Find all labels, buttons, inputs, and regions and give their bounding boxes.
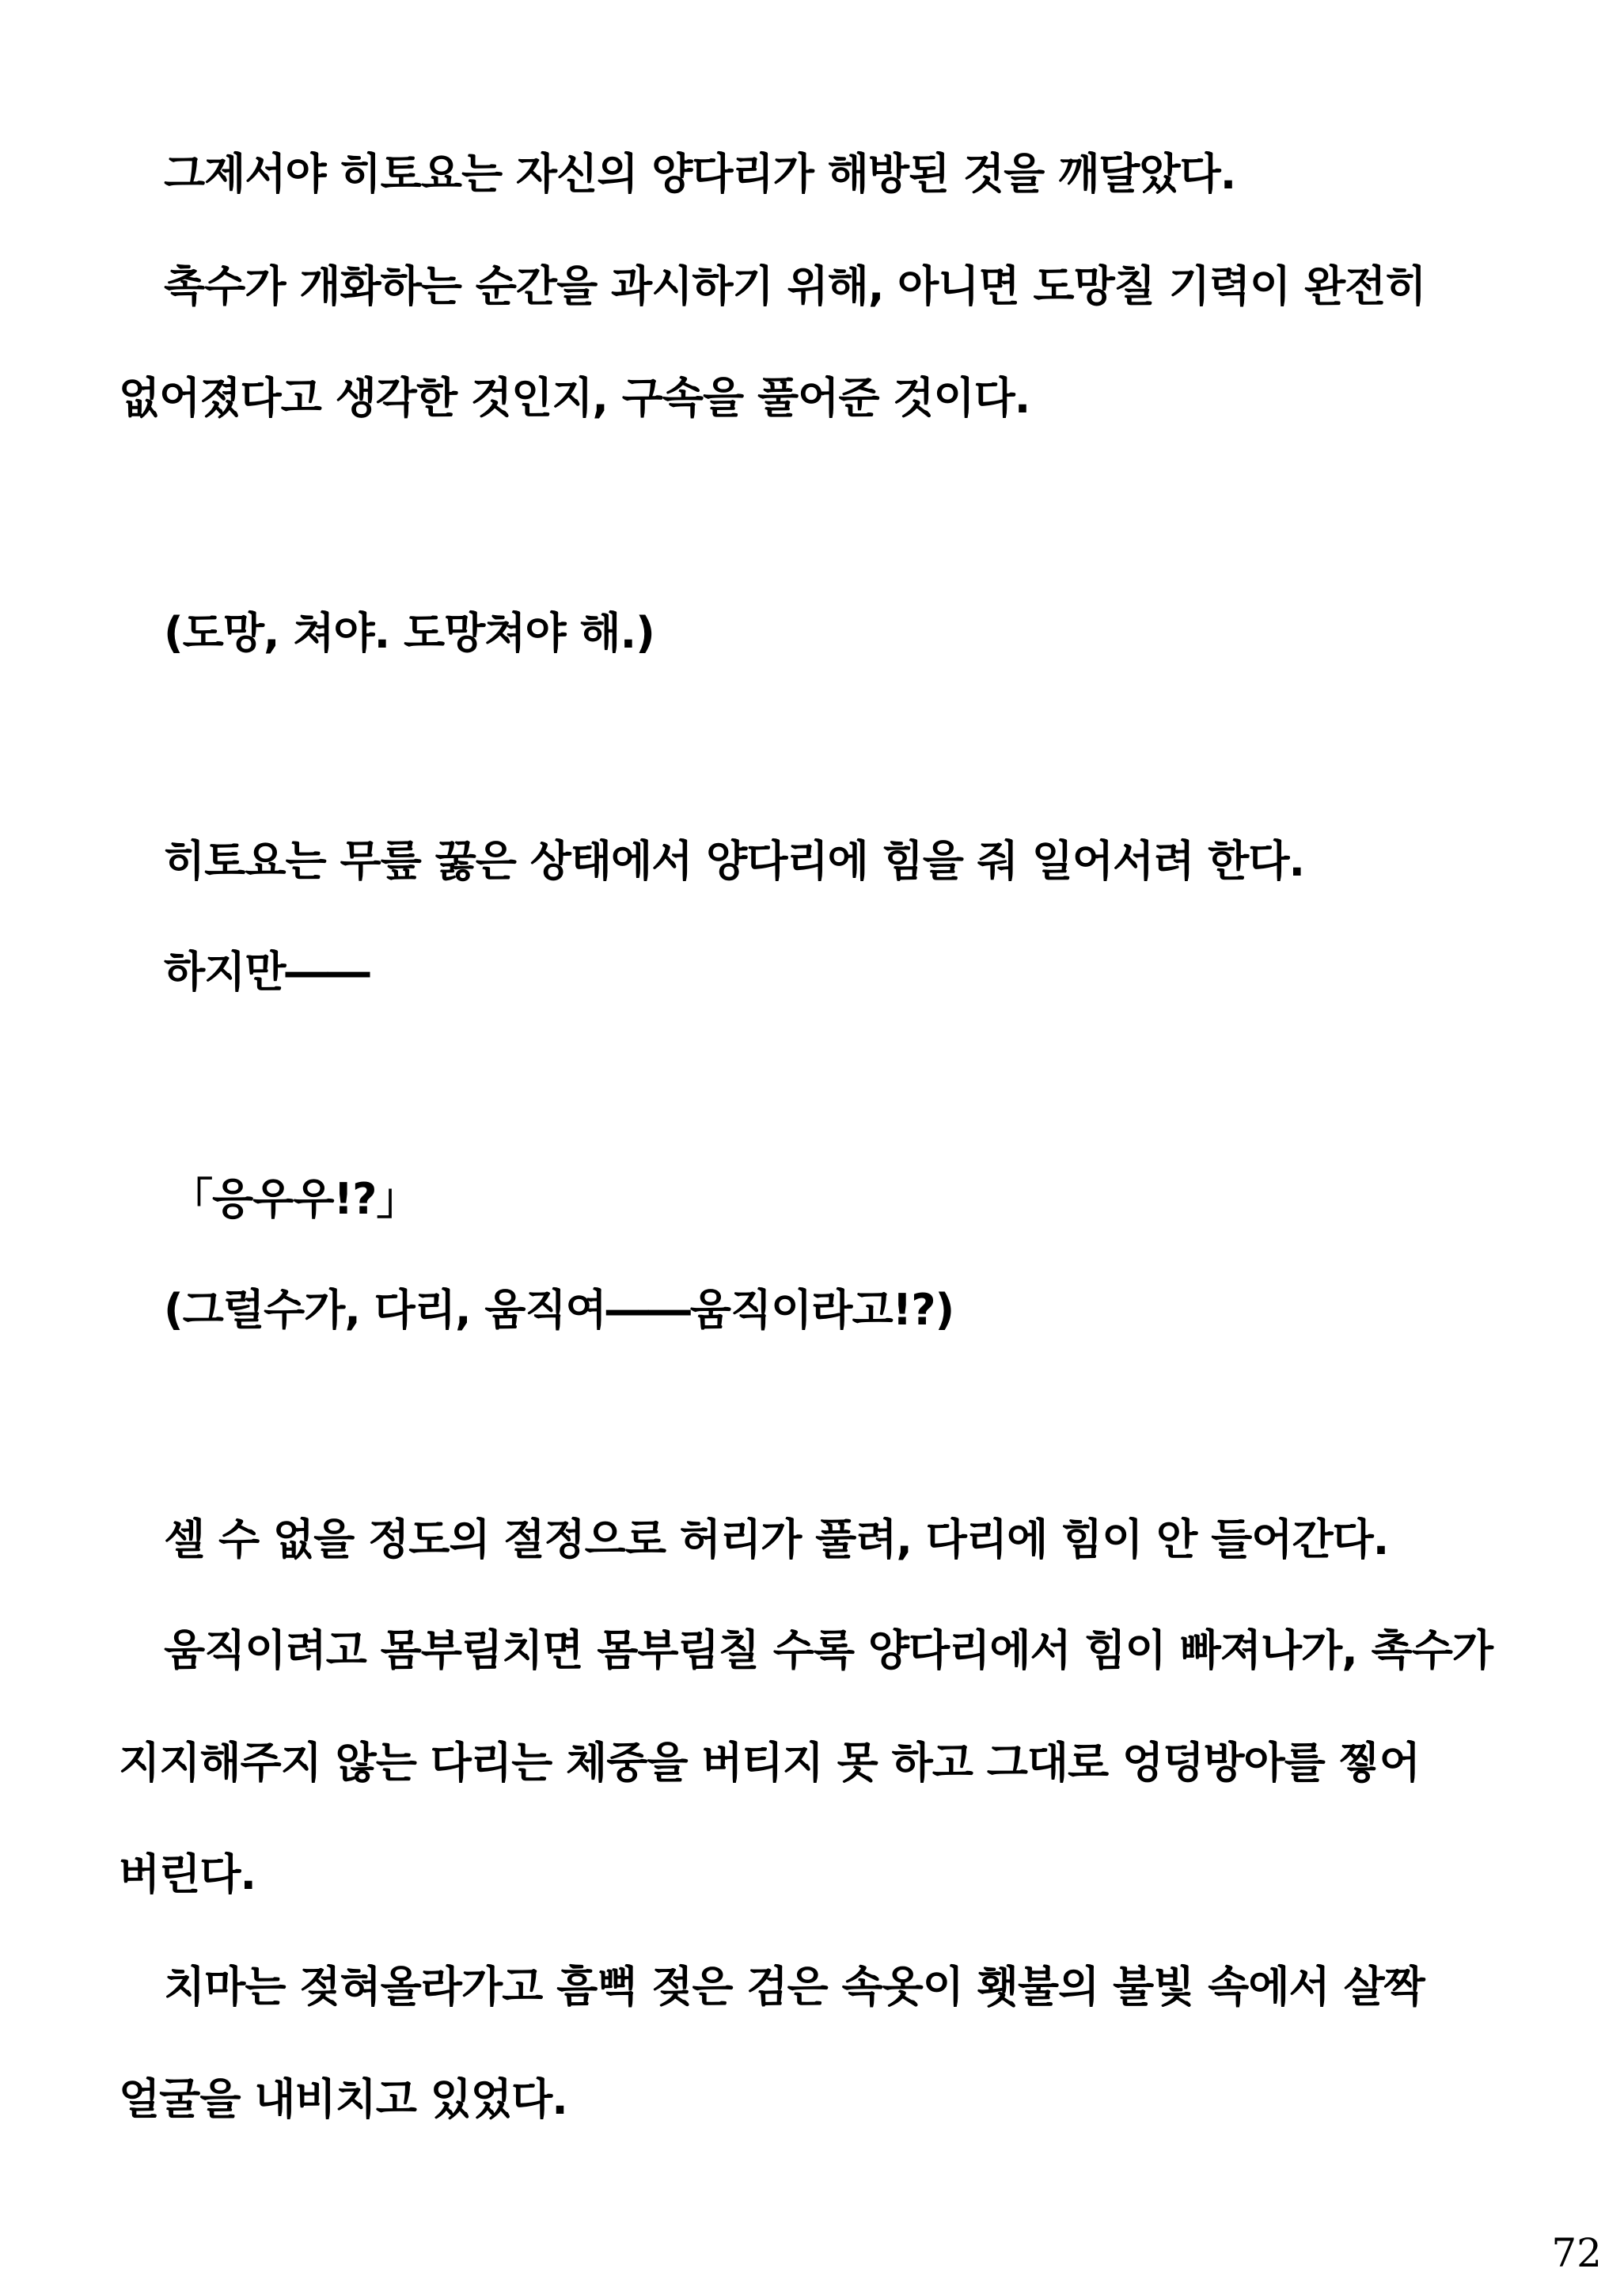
text-line: 「응우우!?」 <box>170 1174 419 1224</box>
text-line: 얼굴을 내비치고 있었다. <box>119 2074 567 2124</box>
text-line: 셀 수 없을 정도의 절정으로 허리가 풀려, 다리에 힘이 안 들어간다. <box>164 1514 1389 1564</box>
text-line: 그제서야 히토요는 자신의 양다리가 해방된 것을 깨달았다. <box>164 149 1236 199</box>
text-line: (그럴수가, 다리, 움직여――움직이라고!?) <box>164 1285 954 1335</box>
text-line: 촉수가 개화하는 순간을 과시하기 위해, 아니면 도망칠 기력이 완전히 <box>164 261 1426 311</box>
text-line: 지지해주지 않는 다리는 체중을 버티지 못 하고 그대로 엉덩방아를 찧어 <box>119 1738 1420 1788</box>
text-line: 히토요는 무릎 꿇은 상태에서 양다리에 힘을 줘 일어서려 한다. <box>164 836 1305 886</box>
text-line: (도망, 쳐야. 도망쳐야 해.) <box>164 608 655 658</box>
text-line: 치마는 젖혀올라가고 흠뻑 젖은 검은 속옷이 횃불의 불빛 속에서 살짝 <box>164 1962 1425 2012</box>
page-number: 72 <box>1551 2230 1602 2276</box>
text-line: 하지만―― <box>164 947 370 997</box>
text-line: 버린다. <box>119 1849 256 1899</box>
text-line: 없어졌다고 생각한 것인지, 구속을 풀어준 것이다. <box>119 373 1030 423</box>
text-line: 움직이려고 몸부림치면 몸부림칠 수록 양다리에서 힘이 빠져나가, 촉수가 <box>164 1625 1493 1675</box>
